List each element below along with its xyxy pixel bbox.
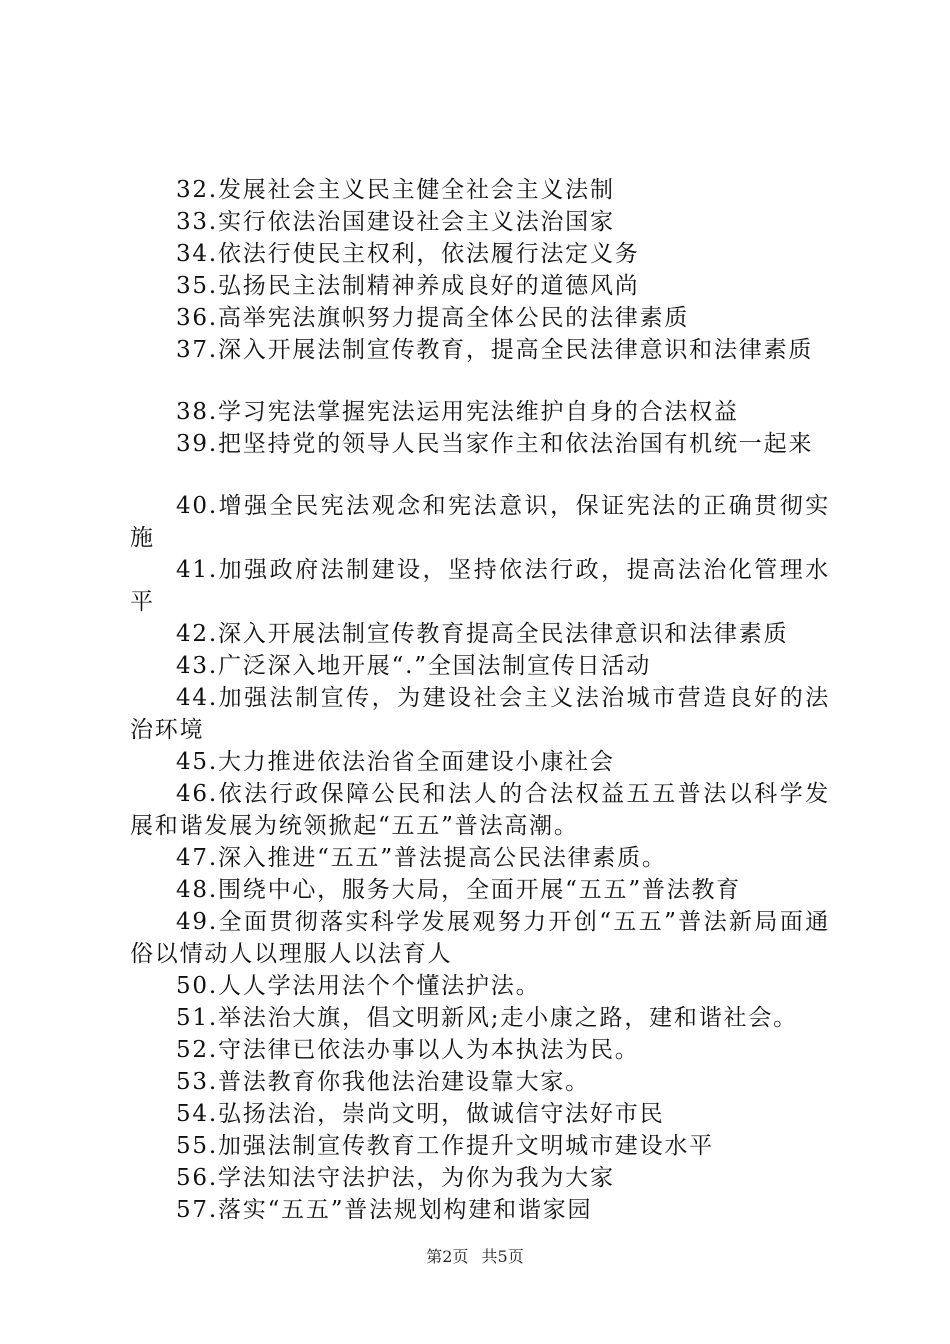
list-item: 40.增强全民宪法观念和宪法意识，保证宪法的正确贯彻实施 xyxy=(130,493,830,551)
list-item: 55.加强法制宣传教育工作提升文明城市建设水平 xyxy=(176,1133,714,1159)
slogan-list xyxy=(130,174,830,1226)
list-item: 47.深入推进“五五”普法提高公民法律素质。 xyxy=(176,845,667,871)
list-item: 49.全面贯彻落实科学发展观努力开创“五五”普法新局面通俗以情动人以理服人以法育人 xyxy=(130,909,830,967)
list-item: 54.弘扬法治，崇尚文明，做诚信守法好市民 xyxy=(176,1101,665,1127)
page-number: 第2页 xyxy=(426,1247,469,1266)
list-item: 32.发展社会主义民主健全社会主义法制 xyxy=(176,177,615,203)
list-item: 51.举法治大旗，倡文明新风;走小康之路，建和谐社会。 xyxy=(176,1005,798,1031)
page-total: 共5页 xyxy=(481,1247,524,1266)
list-item: 46.依法行政保障公民和法人的合法权益五五普法以科学发展和谐发展为统领掀起“五五”普法高潮。 xyxy=(130,781,830,839)
list-item: 42.深入开展法制宣传教育提高全民法律意识和法律素质 xyxy=(176,621,789,647)
list-item: 33.实行依法治国建设社会主义法治国家 xyxy=(176,209,615,235)
list-item: 56.学法知法守法护法，为你为我为大家 xyxy=(176,1165,615,1191)
list-item: 38.学习宪法掌握宪法运用宪法维护自身的合法权益 xyxy=(176,399,739,425)
list-item: 48.围绕中心，服务大局，全面开展“五五”普法教育 xyxy=(176,877,742,903)
list-item: 36.高举宪法旗帜努力提高全体公民的法律素质 xyxy=(176,305,690,331)
page-footer xyxy=(0,1244,950,1267)
list-item: 41.加强政府法制建设，坚持依法行政，提高法治化管理水平 xyxy=(130,557,830,615)
list-item: 39.把坚持党的领导人民当家作主和依法治国有机统一起来 xyxy=(176,431,814,457)
list-item: 45.大力推进依法治省全面建设小康社会 xyxy=(176,749,615,775)
list-item: 37.深入开展法制宣传教育，提高全民法律意识和法律素质 xyxy=(176,337,814,363)
list-item: 50.人人学法用法个个懂法护法。 xyxy=(176,973,541,999)
list-item: 35.弘扬民主法制精神养成良好的道德风尚 xyxy=(176,273,640,299)
list-item: 53.普法教育你我他法治建设靠大家。 xyxy=(176,1069,590,1095)
list-item: 43.广泛深入地开展“.”全国法制宣传日活动 xyxy=(176,653,652,679)
list-item: 52.守法律已依法办事以人为本执法为民。 xyxy=(176,1037,640,1063)
list-item: 34.依法行使民主权利，依法履行法定义务 xyxy=(176,241,640,267)
list-item: 57.落实“五五”普法规划构建和谐家园 xyxy=(176,1197,593,1223)
list-item: 44.加强法制宣传，为建设社会主义法治城市营造良好的法治环境 xyxy=(130,685,830,743)
